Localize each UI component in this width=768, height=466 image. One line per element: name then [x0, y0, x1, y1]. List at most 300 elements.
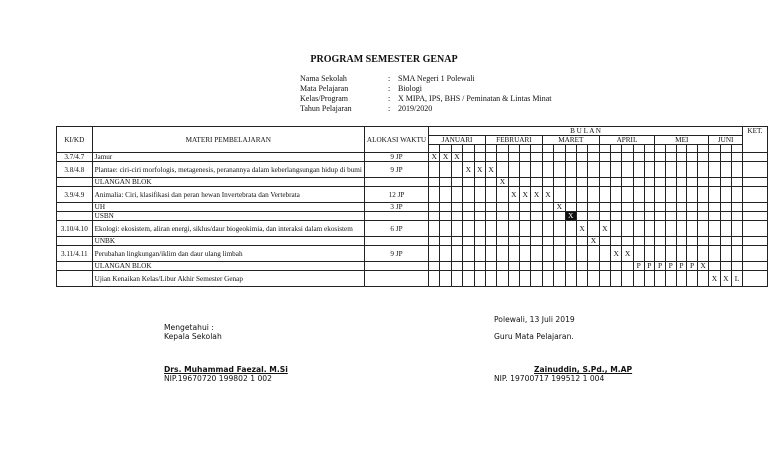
schedule-mark-cell	[665, 271, 676, 287]
schedule-mark-cell	[565, 262, 576, 271]
schedule-mark-cell	[531, 262, 542, 271]
schedule-mark-cell	[520, 221, 531, 237]
schedule-mark-cell: X	[554, 203, 565, 212]
schedule-mark-cell	[599, 153, 610, 162]
schedule-mark-cell	[709, 153, 720, 162]
kikd-cell	[57, 212, 93, 221]
kikd-cell: 3.11/4.11	[57, 246, 93, 262]
schedule-mark-cell	[508, 221, 519, 237]
schedule-mark-cell: X	[622, 246, 633, 262]
schedule-mark-cell	[588, 246, 599, 262]
schedule-mark-cell	[676, 187, 687, 203]
schedule-mark-cell	[497, 203, 508, 212]
schedule-mark-cell	[720, 187, 731, 203]
week-cell	[611, 145, 622, 153]
schedule-mark-cell	[531, 153, 542, 162]
materi-cell: Perubahan lingkungan/iklim dan daur ulang limbah	[92, 246, 364, 262]
schedule-mark-cell	[732, 187, 743, 203]
kikd-cell: 3.8/4.8	[57, 162, 93, 178]
schedule-mark-cell	[451, 237, 462, 246]
schedule-mark-cell	[485, 203, 496, 212]
schedule-mark-cell	[440, 262, 451, 271]
week-cell	[565, 145, 576, 153]
schedule-mark-cell	[697, 187, 708, 203]
schedule-mark-cell	[451, 187, 462, 203]
schedule-mark-cell	[622, 153, 633, 162]
schedule-mark-cell	[644, 203, 655, 212]
alokasi-cell: 9 JP	[364, 246, 428, 262]
schedule-mark-cell	[588, 221, 599, 237]
schedule-mark-cell	[429, 187, 440, 203]
schedule-mark-cell	[463, 203, 474, 212]
schedule-mark-cell	[687, 271, 698, 287]
schedule-mark-cell: X	[599, 221, 610, 237]
schedule-mark-cell: P	[665, 262, 676, 271]
schedule-mark-cell	[676, 153, 687, 162]
schedule-mark-cell	[474, 178, 485, 187]
schedule-mark-cell: X	[497, 178, 508, 187]
schedule-mark-cell: L	[732, 271, 743, 287]
schedule-mark-cell	[665, 237, 676, 246]
schedule-mark-cell	[474, 271, 485, 287]
kikd-cell	[57, 271, 93, 287]
schedule-mark-cell	[644, 246, 655, 262]
schedule-mark-cell	[676, 162, 687, 178]
schedule-mark-cell	[451, 221, 462, 237]
schedule-mark-cell	[554, 178, 565, 187]
schedule-mark-cell	[565, 187, 576, 203]
schedule-mark-cell	[508, 212, 519, 221]
schedule-mark-cell	[687, 162, 698, 178]
schedule-mark-cell	[633, 187, 644, 203]
schedule-mark-cell: P	[644, 262, 655, 271]
schedule-mark-cell	[709, 162, 720, 178]
table-row	[57, 203, 768, 212]
schedule-mark-cell	[508, 203, 519, 212]
schedule-mark-cell	[622, 221, 633, 237]
schedule-mark-cell	[451, 271, 462, 287]
schedule-mark-cell	[576, 187, 587, 203]
schedule-mark-cell	[554, 162, 565, 178]
schedule-mark-cell	[520, 237, 531, 246]
schedule-mark-cell	[622, 262, 633, 271]
schedule-mark-cell	[440, 237, 451, 246]
table-row	[57, 153, 768, 162]
schedule-mark-cell	[576, 271, 587, 287]
schedule-mark-cell	[531, 203, 542, 212]
schedule-mark-cell	[565, 162, 576, 178]
week-cell	[542, 145, 553, 153]
ket-cell	[743, 178, 768, 187]
materi-cell: ULANGAN BLOK	[92, 178, 364, 187]
info-colon: :	[388, 94, 391, 103]
schedule-mark-cell	[429, 212, 440, 221]
schedule-mark-cell	[508, 271, 519, 287]
schedule-mark-cell	[720, 153, 731, 162]
schedule-mark-cell	[451, 162, 462, 178]
header-materi: MATERI PEMBELAJARAN	[92, 127, 364, 153]
schedule-mark-cell	[588, 203, 599, 212]
schedule-mark-cell: X	[474, 162, 485, 178]
schedule-mark-cell	[588, 262, 599, 271]
schedule-mark-cell	[697, 162, 708, 178]
right-sign-date: Polewali, 13 Juli 2019	[494, 315, 575, 324]
week-cell	[697, 145, 708, 153]
schedule-mark-cell	[720, 203, 731, 212]
week-cell	[665, 145, 676, 153]
schedule-mark-cell	[497, 262, 508, 271]
schedule-mark-cell	[697, 153, 708, 162]
schedule-mark-cell	[451, 262, 462, 271]
schedule-mark-cell	[542, 178, 553, 187]
schedule-mark-cell	[554, 246, 565, 262]
schedule-mark-cell	[732, 237, 743, 246]
schedule-mark-cell	[720, 262, 731, 271]
week-cell	[622, 145, 633, 153]
schedule-mark-cell	[429, 262, 440, 271]
schedule-mark-cell	[474, 203, 485, 212]
schedule-mark-cell	[732, 203, 743, 212]
month-header: JUNI	[709, 136, 743, 145]
schedule-mark-cell	[687, 221, 698, 237]
schedule-mark-cell	[687, 246, 698, 262]
schedule-mark-cell	[463, 237, 474, 246]
schedule-mark-cell	[474, 212, 485, 221]
schedule-mark-cell	[655, 178, 666, 187]
schedule-mark-cell	[599, 212, 610, 221]
schedule-mark-cell	[474, 262, 485, 271]
week-cell	[429, 145, 440, 153]
schedule-mark-cell: X	[508, 187, 519, 203]
alokasi-cell	[364, 237, 428, 246]
ket-cell	[743, 246, 768, 262]
info-row	[300, 94, 552, 104]
alokasi-cell	[364, 212, 428, 221]
schedule-mark-cell	[599, 178, 610, 187]
schedule-mark-cell	[565, 246, 576, 262]
schedule-mark-cell	[531, 162, 542, 178]
schedule-mark-cell	[644, 271, 655, 287]
info-label: Nama Sekolah	[300, 74, 347, 83]
schedule-mark-cell	[463, 246, 474, 262]
schedule-mark-cell	[429, 162, 440, 178]
right-sign-role: Guru Mata Pelajaran.	[494, 332, 574, 341]
schedule-mark-cell	[520, 271, 531, 287]
schedule-mark-cell	[576, 212, 587, 221]
schedule-mark-cell	[508, 237, 519, 246]
schedule-mark-cell	[497, 271, 508, 287]
schedule-mark-cell	[611, 262, 622, 271]
schedule-mark-cell	[697, 212, 708, 221]
schedule-mark-cell	[732, 221, 743, 237]
ket-cell	[743, 262, 768, 271]
schedule-mark-cell	[520, 246, 531, 262]
schedule-mark-cell	[633, 221, 644, 237]
schedule-mark-cell	[599, 203, 610, 212]
schedule-mark-cell	[633, 153, 644, 162]
schedule-mark-cell	[633, 237, 644, 246]
schedule-mark-cell	[542, 221, 553, 237]
header-bulan: B U L A N	[429, 127, 743, 136]
kikd-cell	[57, 178, 93, 187]
schedule-mark-cell	[440, 221, 451, 237]
schedule-mark-cell	[720, 178, 731, 187]
week-cell	[709, 145, 720, 153]
schedule-mark-cell: P	[633, 262, 644, 271]
schedule-mark-cell	[497, 212, 508, 221]
schedule-mark-cell	[429, 271, 440, 287]
left-sign-name: Drs. Muhammad Faezal. M.Si	[164, 365, 288, 374]
materi-cell: ULANGAN BLOK	[92, 262, 364, 271]
table-row	[57, 162, 768, 178]
schedule-mark-cell	[697, 271, 708, 287]
week-cell	[720, 145, 731, 153]
kikd-cell: 3.7/4.7	[57, 153, 93, 162]
schedule-mark-cell	[697, 237, 708, 246]
schedule-mark-cell	[463, 262, 474, 271]
schedule-mark-cell	[520, 203, 531, 212]
left-sign-line2: Kepala Sekolah	[164, 332, 222, 341]
schedule-mark-cell	[485, 212, 496, 221]
schedule-mark-cell	[697, 221, 708, 237]
schedule-mark-cell	[633, 246, 644, 262]
header-alokasi: ALOKASI WAKTU	[364, 127, 428, 153]
schedule-mark-cell	[463, 153, 474, 162]
info-label: Kelas/Program	[300, 94, 348, 103]
right-sign-nip: NIP. 19700717 199512 1 004	[494, 374, 605, 383]
schedule-mark-cell	[665, 212, 676, 221]
schedule-mark-cell: X	[542, 187, 553, 203]
schedule-mark-cell	[633, 178, 644, 187]
alokasi-cell: 12 JP	[364, 187, 428, 203]
schedule-mark-cell	[542, 203, 553, 212]
schedule-mark-cell	[497, 153, 508, 162]
kikd-cell: 3.10/4.10	[57, 221, 93, 237]
week-cell	[497, 145, 508, 153]
schedule-mark-cell	[655, 237, 666, 246]
schedule-mark-cell	[531, 271, 542, 287]
schedule-mark-cell	[520, 212, 531, 221]
week-cell	[451, 145, 462, 153]
schedule-mark-cell	[599, 162, 610, 178]
schedule-mark-cell	[508, 262, 519, 271]
schedule-mark-cell: X	[531, 187, 542, 203]
week-cell	[599, 145, 610, 153]
schedule-mark-cell	[599, 246, 610, 262]
schedule-mark-cell: X	[565, 212, 576, 221]
schedule-mark-cell	[611, 203, 622, 212]
schedule-mark-cell	[576, 203, 587, 212]
week-cell	[687, 145, 698, 153]
schedule-mark-cell	[665, 221, 676, 237]
schedule-mark-cell	[665, 246, 676, 262]
schedule-mark-cell: P	[676, 262, 687, 271]
schedule-mark-cell	[732, 153, 743, 162]
week-cell	[676, 145, 687, 153]
schedule-mark-cell	[474, 153, 485, 162]
schedule-mark-cell	[508, 153, 519, 162]
schedule-mark-cell	[485, 178, 496, 187]
schedule-mark-cell	[565, 153, 576, 162]
schedule-mark-cell	[599, 237, 610, 246]
week-cell	[576, 145, 587, 153]
kikd-cell	[57, 262, 93, 271]
schedule-mark-cell	[451, 178, 462, 187]
schedule-mark-cell	[720, 162, 731, 178]
schedule-mark-cell	[709, 212, 720, 221]
schedule-mark-cell	[644, 187, 655, 203]
schedule-mark-cell	[554, 187, 565, 203]
schedule-mark-cell	[687, 178, 698, 187]
schedule-mark-cell	[611, 221, 622, 237]
schedule-mark-cell: X	[611, 246, 622, 262]
ket-cell	[743, 212, 768, 221]
table-row	[57, 178, 768, 187]
schedule-mark-cell	[520, 178, 531, 187]
schedule-mark-cell	[665, 178, 676, 187]
schedule-mark-cell	[429, 203, 440, 212]
schedule-mark-cell	[554, 262, 565, 271]
schedule-mark-cell	[485, 187, 496, 203]
schedule-mark-cell	[542, 153, 553, 162]
info-block	[300, 74, 552, 114]
schedule-mark-cell	[497, 221, 508, 237]
ket-cell	[743, 187, 768, 203]
schedule-mark-cell	[633, 162, 644, 178]
schedule-table	[56, 126, 768, 287]
schedule-mark-cell	[720, 246, 731, 262]
schedule-mark-cell	[451, 203, 462, 212]
schedule-mark-cell	[451, 246, 462, 262]
right-sign-name: Zainuddin, S.Pd., M.AP	[534, 365, 633, 374]
week-cell	[508, 145, 519, 153]
schedule-mark-cell	[622, 178, 633, 187]
schedule-mark-cell	[611, 162, 622, 178]
schedule-mark-cell: X	[697, 262, 708, 271]
schedule-mark-cell	[732, 212, 743, 221]
table-row	[57, 212, 768, 221]
schedule-mark-cell	[531, 246, 542, 262]
info-value: 2019/2020	[398, 104, 433, 113]
schedule-mark-cell	[709, 178, 720, 187]
schedule-mark-cell	[709, 221, 720, 237]
schedule-mark-cell	[474, 237, 485, 246]
month-header: FEBRUARI	[485, 136, 542, 145]
schedule-mark-cell	[463, 178, 474, 187]
schedule-mark-cell	[565, 203, 576, 212]
schedule-mark-cell	[732, 246, 743, 262]
schedule-mark-cell	[497, 162, 508, 178]
info-row	[300, 104, 552, 114]
schedule-mark-cell	[497, 187, 508, 203]
schedule-mark-cell	[463, 212, 474, 221]
schedule-mark-cell	[655, 162, 666, 178]
left-sign-nip: NIP.19670720 199802 1 002	[164, 374, 272, 383]
materi-cell: USBN	[92, 212, 364, 221]
schedule-mark-cell	[599, 187, 610, 203]
week-cell	[485, 145, 496, 153]
schedule-mark-cell	[565, 221, 576, 237]
schedule-mark-cell	[588, 162, 599, 178]
schedule-mark-cell	[611, 178, 622, 187]
schedule-mark-cell	[588, 178, 599, 187]
info-label: Mata Pelajaran	[300, 84, 349, 93]
alokasi-cell	[364, 178, 428, 187]
schedule-mark-cell	[565, 178, 576, 187]
schedule-mark-cell	[655, 212, 666, 221]
schedule-mark-cell	[429, 246, 440, 262]
info-label: Tahun Pelajaran	[300, 104, 352, 113]
schedule-mark-cell	[440, 178, 451, 187]
ket-cell	[743, 162, 768, 178]
schedule-mark-cell	[720, 237, 731, 246]
materi-cell: Ujian Kenaikan Kelas/Libur Akhir Semester Genap	[92, 271, 364, 287]
schedule-mark-cell	[554, 153, 565, 162]
schedule-mark-cell	[576, 162, 587, 178]
schedule-mark-cell	[531, 178, 542, 187]
schedule-mark-cell	[687, 153, 698, 162]
schedule-mark-cell	[429, 221, 440, 237]
schedule-mark-cell: X	[709, 271, 720, 287]
schedule-mark-cell	[474, 246, 485, 262]
schedule-mark-cell	[633, 203, 644, 212]
schedule-mark-cell	[531, 237, 542, 246]
table-row	[57, 246, 768, 262]
schedule-mark-cell	[485, 221, 496, 237]
materi-cell: UH	[92, 203, 364, 212]
schedule-mark-cell	[554, 271, 565, 287]
schedule-mark-cell	[542, 246, 553, 262]
schedule-mark-cell	[644, 237, 655, 246]
schedule-mark-cell	[697, 178, 708, 187]
schedule-mark-cell	[644, 212, 655, 221]
schedule-mark-cell	[531, 212, 542, 221]
schedule-mark-cell	[732, 162, 743, 178]
schedule-mark-cell	[676, 212, 687, 221]
schedule-mark-cell	[732, 178, 743, 187]
schedule-mark-cell	[520, 162, 531, 178]
schedule-mark-cell	[451, 212, 462, 221]
ket-cell	[743, 221, 768, 237]
schedule-mark-cell: P	[687, 262, 698, 271]
kikd-cell	[57, 237, 93, 246]
week-cell	[463, 145, 474, 153]
table-row	[57, 221, 768, 237]
schedule-mark-cell: X	[720, 271, 731, 287]
info-colon: :	[388, 74, 391, 83]
header-ket: KET.	[743, 127, 768, 153]
schedule-mark-cell	[709, 237, 720, 246]
schedule-mark-cell	[554, 221, 565, 237]
schedule-mark-cell	[622, 271, 633, 287]
schedule-mark-cell	[709, 262, 720, 271]
week-cell	[474, 145, 485, 153]
alokasi-cell: 9 JP	[364, 162, 428, 178]
kikd-cell	[57, 203, 93, 212]
ket-cell	[743, 203, 768, 212]
schedule-mark-cell: X	[520, 187, 531, 203]
schedule-mark-cell	[485, 153, 496, 162]
schedule-mark-cell	[576, 153, 587, 162]
schedule-mark-cell	[720, 212, 731, 221]
week-cell	[531, 145, 542, 153]
schedule-mark-cell	[687, 212, 698, 221]
table-row	[57, 262, 768, 271]
materi-cell: Plantae: ciri-ciri morfologis, metagenesis, peranannya dalam keberlangsungan hidup di bumi	[92, 162, 364, 178]
schedule-mark-cell	[633, 212, 644, 221]
schedule-mark-cell	[440, 246, 451, 262]
ket-cell	[743, 271, 768, 287]
